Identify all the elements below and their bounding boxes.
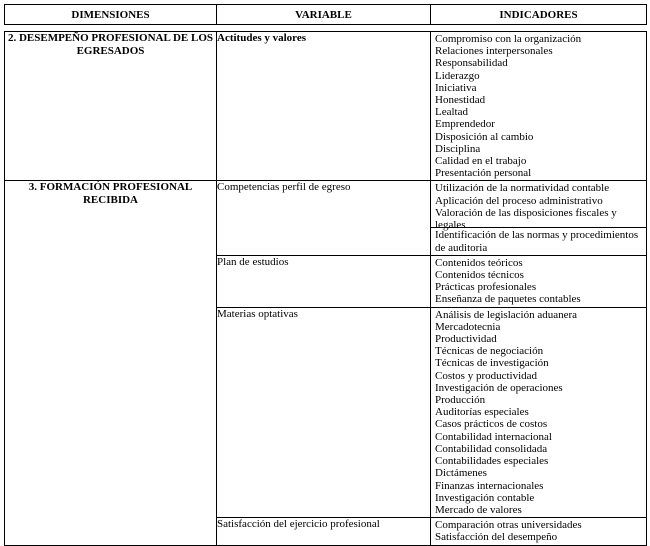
indicator-item: Investigación contable (435, 491, 535, 504)
indicator-group (431, 518, 646, 544)
indicator-group (431, 256, 646, 307)
indicator-item: Responsabilidad (435, 57, 508, 70)
header-row (5, 5, 647, 25)
indicator-item: Utilización de la normatividad contable (435, 182, 610, 195)
indicator-group (431, 32, 646, 180)
indicator-item: Enseñanza de paquetes contables (435, 293, 581, 306)
indicator-item: Producción (435, 394, 486, 407)
indicator-item: Honestidad (435, 94, 486, 107)
indicator-item: Iniciativa (435, 81, 477, 94)
indicator-item: Aplicación del proceso administrativo (435, 194, 603, 207)
indicators-cell (431, 255, 647, 307)
indicator-item: Disposición al cambio (435, 130, 534, 143)
indicator-item: Casos prácticos de costos (435, 418, 548, 431)
indicator-item: Dictámenes (435, 467, 487, 480)
col-header-dimensiones: DIMENSIONES (5, 5, 217, 25)
indicator-item: Contabilidad consolidada (435, 442, 548, 455)
indicator-group (431, 181, 646, 232)
indicator-item: Compromiso con la organización (435, 33, 582, 45)
indicator-item: Investigación de operaciones (435, 381, 563, 394)
table-row (5, 32, 647, 181)
dimension-cell: 2. DESEMPEÑO PROFESIONAL DE LOS EGRESADOS (5, 32, 217, 181)
indicator-item: Relaciones interpersonales (435, 45, 553, 58)
indicator-item: Análisis de legislación aduanera (435, 308, 578, 321)
indicators-cell (431, 181, 647, 255)
variable-cell: Competencias perfil de egreso (217, 181, 431, 255)
col-header-variable: VARIABLE (217, 5, 431, 25)
indicator-item: Contabilidad internacional (435, 430, 552, 443)
indicators-cell (431, 518, 647, 545)
table-row (5, 181, 647, 255)
indicator-item: Mercadotecnia (435, 320, 501, 333)
indicator-group (431, 308, 646, 517)
indicator-item: Disciplina (435, 142, 481, 155)
indicator-item: Emprendedor (435, 118, 495, 131)
indicator-item: Contenidos técnicos (435, 269, 524, 282)
variable-cell: Materias optativas (217, 307, 431, 517)
indicator-item: Técnicas de investigación (435, 357, 549, 370)
indicator-item: Mercado de valores (435, 503, 522, 516)
indicator-item: Calidad en el trabajo (435, 155, 527, 168)
indicator-item: Comparación otras universidades (435, 519, 582, 532)
variable-cell: Actitudes y valores (217, 32, 431, 181)
indicator-item: Valoración de las disposiciones fiscales y legales (435, 206, 617, 232)
indicator-item: Contenidos teóricos (435, 256, 523, 269)
indicator-item: Costos y productividad (435, 369, 538, 382)
variable-cell: Plan de estudios (217, 255, 431, 307)
variable-cell: Satisfacción del ejercicio profesional (217, 518, 431, 545)
indicators-cell (431, 32, 647, 181)
table-header (4, 4, 647, 25)
indicator-item: Lealtad (435, 106, 468, 119)
indicator-item: Liderazgo (435, 69, 480, 82)
indicator-item: Contabilidades especiales (435, 455, 549, 468)
indicator-item: Satisfacción del desempeño (435, 531, 558, 544)
indicator-group (431, 227, 646, 254)
indicator-item: Técnicas de negociación (435, 345, 544, 358)
indicator-item: Finanzas internacionales (435, 479, 544, 492)
indicator-item: Auditorías especiales (435, 406, 529, 419)
dimensions-variables-table (4, 31, 647, 546)
dimension-cell: 3. FORMACIÓN PROFESIONAL RECIBIDA (5, 181, 217, 545)
indicator-item: Prácticas profesionales (435, 281, 537, 294)
indicators-cell (431, 307, 647, 517)
indicator-item: Presentación personal (435, 167, 532, 180)
indicator-item: Productividad (435, 333, 497, 346)
indicator-item: Identificación de las normas y procedimientos de auditoria (435, 229, 639, 254)
col-header-indicadores: INDICADORES (431, 5, 647, 25)
